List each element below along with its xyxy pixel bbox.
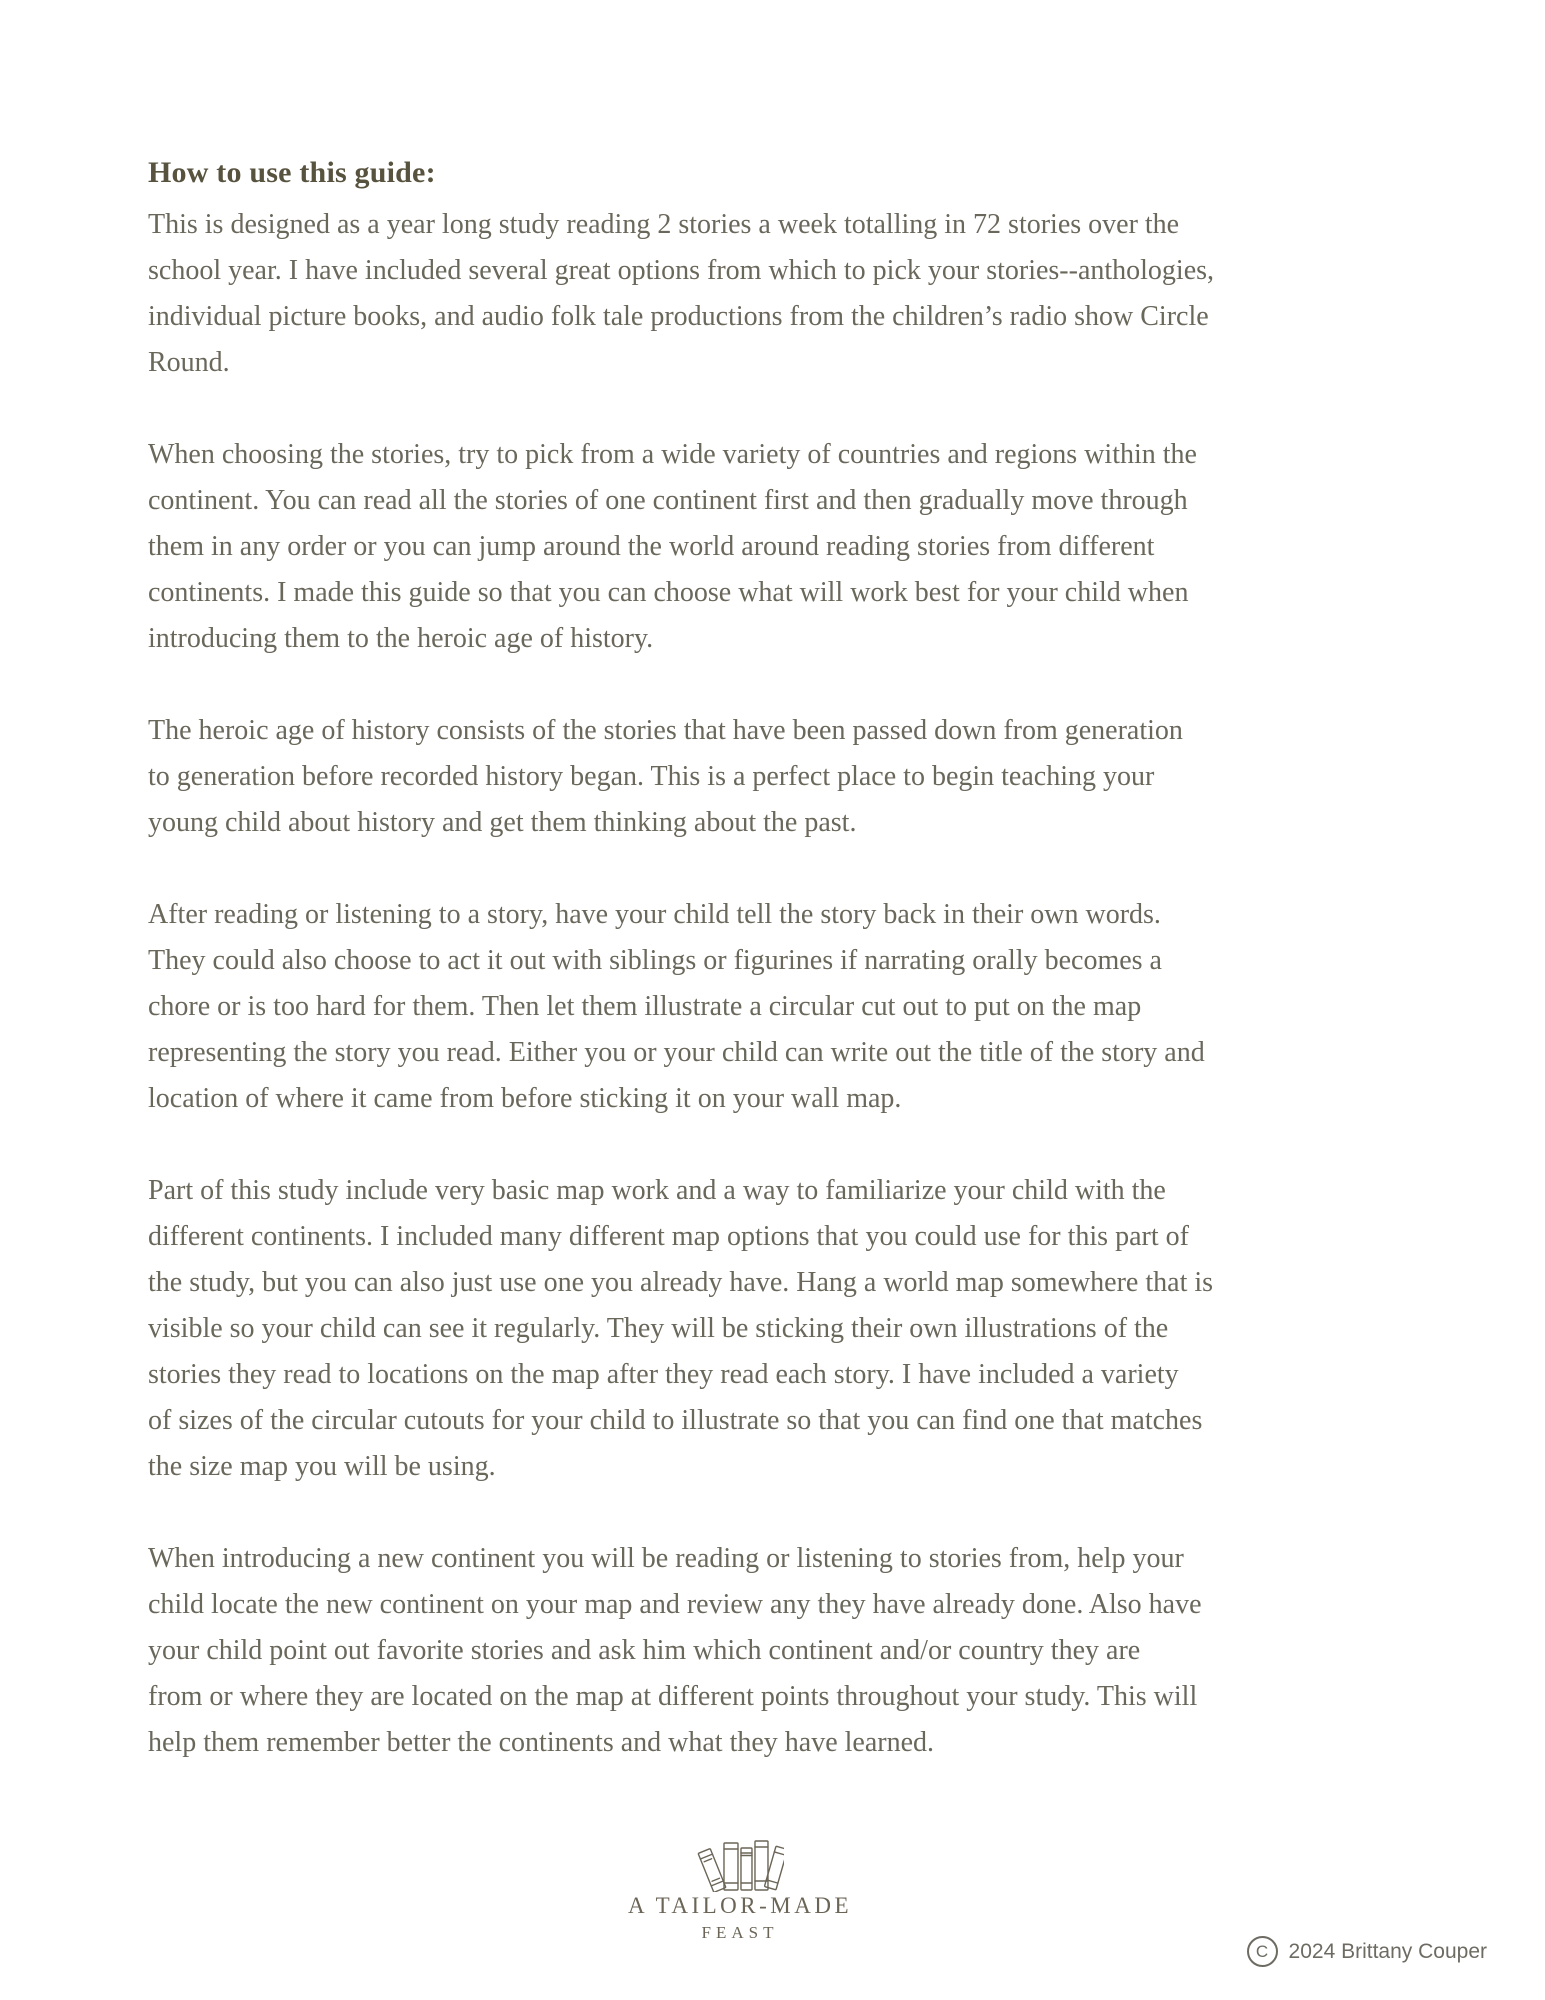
- text-line: They could also choose to act it out with siblings or figurines if narrating orally becomes a: [148, 945, 1162, 976]
- brand-subname: FEAST: [701, 1923, 779, 1942]
- text-line: visible so your child can see it regularly. They will be sticking their own illustrations of the: [148, 1313, 1169, 1344]
- text-line: the study, but you can also just use one you already have. Hang a world map somewhere that is: [148, 1267, 1214, 1298]
- paragraph: [148, 202, 1448, 386]
- copyright-icon: C: [1247, 1936, 1278, 1967]
- text-line: stories they read to locations on the map after they read each story. I have included a variety: [148, 1359, 1179, 1390]
- text-line: your child point out favorite stories and ask him which continent and/or country they are: [148, 1635, 1141, 1666]
- copyright-text: 2024 Brittany Couper: [1288, 1939, 1487, 1963]
- text-line: continent. You can read all the stories of one continent first and then gradually move through: [148, 485, 1188, 516]
- paragraph: [148, 1536, 1448, 1766]
- text-line: of sizes of the circular cutouts for your child to illustrate so that you can find one that matches: [148, 1405, 1203, 1436]
- text-line: introducing them to the heroic age of history.: [148, 623, 654, 654]
- paragraphs: [148, 202, 1448, 1766]
- text-line: the size map you will be using.: [148, 1451, 496, 1482]
- paragraph: [148, 1168, 1448, 1490]
- text-line: continents. I made this guide so that you can choose what will work best for your child when: [148, 577, 1189, 608]
- text-line: school year. I have included several great options from which to pick your stories--anthologies,: [148, 255, 1215, 286]
- document-body: [148, 150, 1448, 1766]
- text-line: individual picture books, and audio folk tale productions from the children’s radio show Circle: [148, 301, 1209, 332]
- paragraph: [148, 892, 1448, 1122]
- text-line: to generation before recorded history began. This is a perfect place to begin teaching your: [148, 761, 1155, 792]
- text-line: them in any order or you can jump around the world around reading stories from different: [148, 531, 1155, 562]
- text-line: from or where they are located on the map at different points throughout your study. This will: [148, 1681, 1198, 1712]
- text-line: This is designed as a year long study reading 2 stories a week totalling in 72 stories over the: [148, 209, 1180, 240]
- text-line: representing the story you read. Either you or your child can write out the title of the story and: [148, 1037, 1205, 1068]
- paragraph: [148, 708, 1448, 846]
- text-line: After reading or listening to a story, have your child tell the story back in their own words.: [148, 899, 1161, 930]
- text-line: help them remember better the continents and what they have learned.: [148, 1727, 935, 1758]
- books-icon: [696, 1836, 784, 1892]
- text-line: The heroic age of history consists of the stories that have been passed down from generation: [148, 715, 1183, 746]
- page-title: How to use this guide:: [148, 156, 436, 189]
- text-line: Round.: [148, 347, 230, 378]
- text-line: chore or is too hard for them. Then let them illustrate a circular cut out to put on the map: [148, 991, 1142, 1022]
- text-line: young child about history and get them thinking about the past.: [148, 807, 857, 838]
- paragraph: [148, 432, 1448, 662]
- brand-name: A TAILOR-MADE: [627, 1893, 853, 1918]
- text-line: Part of this study include very basic map work and a way to familiarize your child with the: [148, 1175, 1166, 1206]
- text-line: different continents. I included many different map options that you could use for this part of: [148, 1221, 1189, 1252]
- brand-logo: [628, 1836, 852, 1943]
- text-line: child locate the new continent on your map and review any they have already done. Also have: [148, 1589, 1202, 1620]
- text-line: When introducing a new continent you will be reading or listening to stories from, help your: [148, 1543, 1184, 1574]
- text-line: When choosing the stories, try to pick from a wide variety of countries and regions within the: [148, 439, 1197, 470]
- copyright: [1247, 1936, 1487, 1967]
- text-line: location of where it came from before sticking it on your wall map.: [148, 1083, 902, 1114]
